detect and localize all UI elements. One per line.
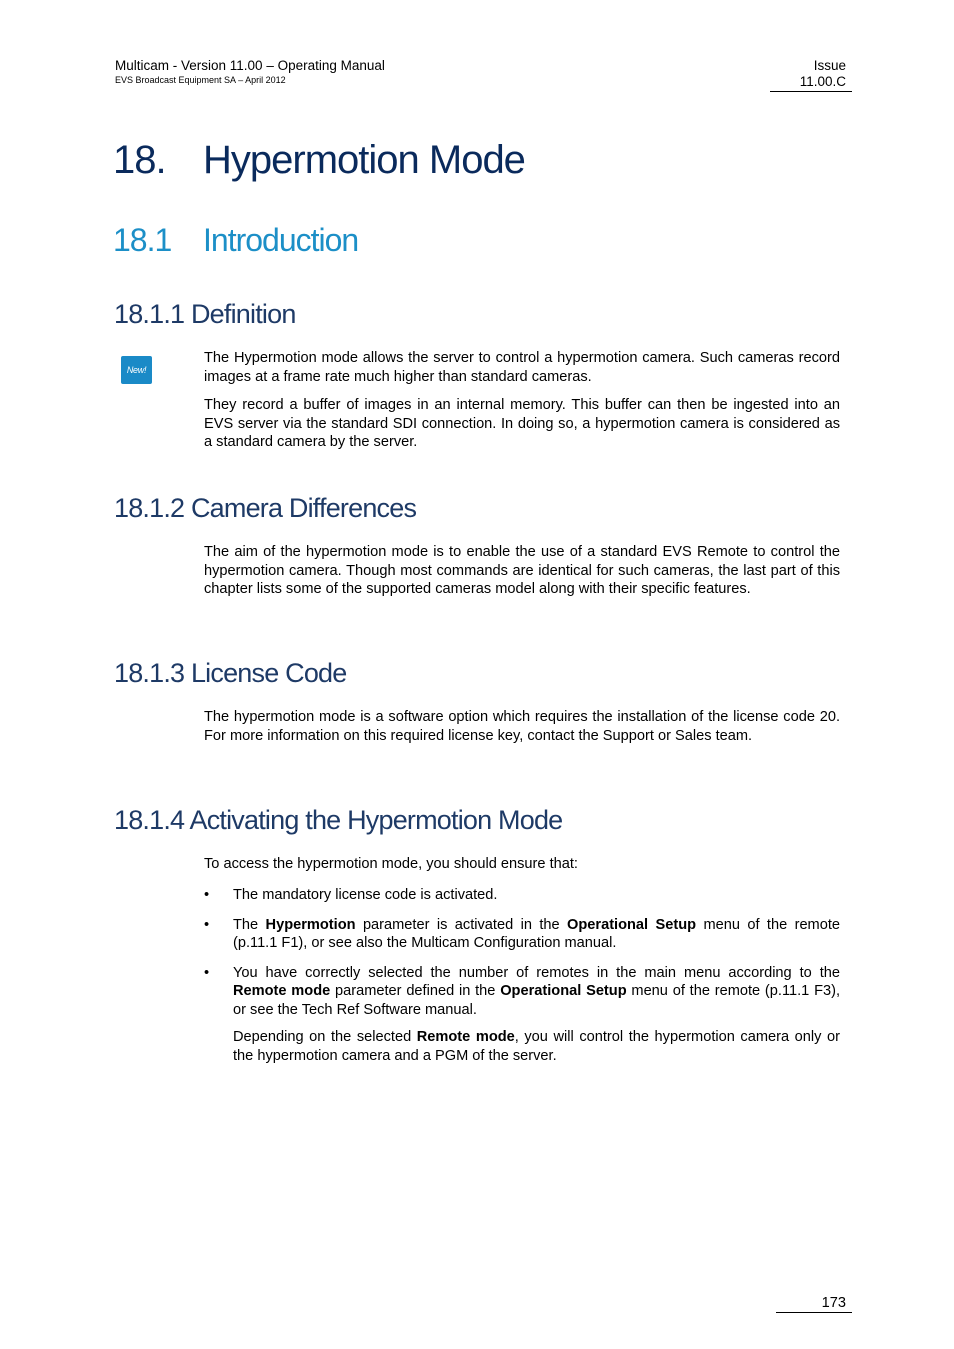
new-feature-icon: New! xyxy=(121,356,152,384)
issue-block xyxy=(770,58,852,92)
list-item-text: menu of the remote (p.11.1 F3), or see the Tech Ref Software manual. xyxy=(233,983,841,1018)
term-remote-mode: Remote mode xyxy=(416,1029,515,1045)
term-operational-setup: Operational Setup xyxy=(500,983,627,999)
page-number xyxy=(776,1294,852,1313)
bullet-icon: • xyxy=(204,964,210,981)
chapter-number: 18. xyxy=(113,138,166,182)
list-item-text: parameter is activated in the xyxy=(355,916,568,933)
heading-license-code: 18.1.3 License Code xyxy=(114,658,347,688)
section-title: Introduction xyxy=(203,222,359,258)
heading-activating: 18.1.4 Activating the Hypermotion Mode xyxy=(114,805,563,835)
license-code-paragraph: The hypermotion mode is a software option which requires the installation of the license code 20. For more information on this required license key, contact the Support or Sales team. xyxy=(204,709,840,744)
list-item-text: You have correctly selected the number of remotes in the main menu according to the xyxy=(233,964,840,981)
camera-differences-paragraph: The aim of the hypermotion mode is to enable the use of a standard EVS Remote to control the hypermotion camera. Though most commands are identical for such cameras, the last part of this chapter lists some of the supported cameras model along with their specific features. xyxy=(204,544,840,597)
list-item xyxy=(204,916,840,953)
bullet-icon: • xyxy=(204,916,210,933)
note-text: , you will control the hypermotion camera only or the hypermotion camera and a PGM of the server. xyxy=(233,1029,840,1064)
list-item-text: parameter defined in the xyxy=(330,983,501,999)
bullet-icon: • xyxy=(204,887,210,903)
note-text: Depending on the selected xyxy=(233,1029,417,1045)
heading-definition: 18.1.1 Definition xyxy=(114,299,296,329)
requirements-list xyxy=(204,886,840,1065)
definition-paragraph-2: They record a buffer of images in an internal memory. This buffer can then be ingested into an EVS server via the standard SDI connection. In doing so, a hypermotion camera is considered as a standard camera by the server. xyxy=(204,397,840,450)
running-header xyxy=(115,58,385,86)
section-number: 18.1 xyxy=(113,222,172,258)
list-item-note xyxy=(233,1028,840,1065)
issue-label: Issue xyxy=(813,58,846,73)
activating-intro: To access the hypermotion mode, you should ensure that: xyxy=(204,856,578,872)
list-item xyxy=(204,964,840,1066)
term-remote-mode: Remote mode xyxy=(233,983,331,999)
page-number-text: 173 xyxy=(821,1295,846,1311)
heading-camera-differences: 18.1.2 Camera Differences xyxy=(114,493,417,523)
list-item-text: The xyxy=(233,916,266,933)
document-title: Multicam - Version 11.00 – Operating Manual xyxy=(115,58,385,73)
chapter-title: Hypermotion Mode xyxy=(203,138,525,182)
chapter-heading xyxy=(113,136,525,184)
list-item xyxy=(204,886,840,905)
list-item-text: menu of the remote (p.11.1 F1), or see also the Multicam Configuration manual. xyxy=(233,916,841,951)
list-item-text: The mandatory license code is activated. xyxy=(233,887,498,903)
issue-number: 11.00.C xyxy=(770,74,852,92)
document-publisher: EVS Broadcast Equipment SA – April 2012 xyxy=(115,75,286,85)
section-heading xyxy=(113,221,358,259)
term-hypermotion: Hypermotion xyxy=(265,916,356,933)
term-operational-setup: Operational Setup xyxy=(567,916,697,933)
definition-paragraph-1: The Hypermotion mode allows the server to control a hypermotion camera. Such cameras record images at a frame rate much higher than standard cameras. xyxy=(204,350,840,385)
